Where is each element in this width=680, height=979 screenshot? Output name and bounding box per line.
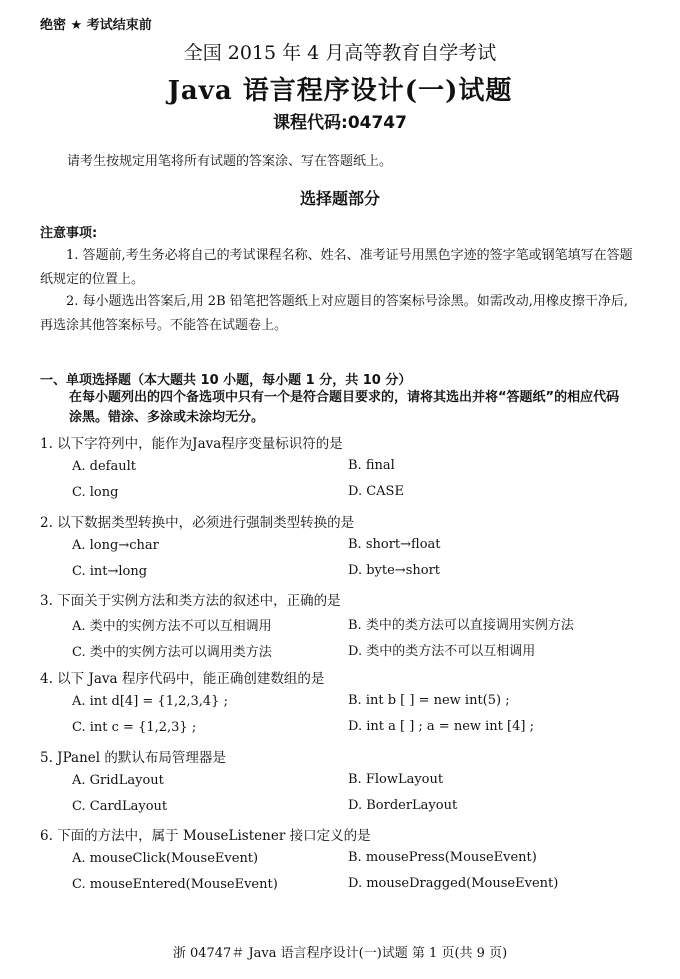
- question-4-option-c: C. int c = {1,2,3} ;: [72, 720, 197, 735]
- question-3-option-a: A. 类中的实例方法不可以互相调用: [72, 619, 272, 634]
- note-item-1: 1. 答题前,考生务必将自己的考试课程名称、姓名、准考证号用黑色字迹的签字笔或钢笔填写在答题纸规定的位置上。: [40, 248, 633, 287]
- page-footer: 浙 04747＃ Java 语言程序设计(一)试题 第 1 页(共 9 页): [172, 946, 508, 961]
- question-6-option-d: D. mouseDragged(MouseEvent): [348, 876, 559, 891]
- question-6-option-a: A. mouseClick(MouseEvent): [72, 851, 259, 866]
- note-item-2: 2. 每小题选出答案后,用 2B 铅笔把答题纸上对应题目的答案标号涂黑。如需改动,用橡皮擦干净后,再选涂其他答案标号。不能答在试题卷上。: [40, 294, 629, 333]
- question-1-option-d: D. CASE: [348, 484, 404, 499]
- question-6-stem: 6. 下面的方法中，属于 MouseListener 接口定义的是: [40, 828, 371, 844]
- question-6-option-c: C. mouseEntered(MouseEvent): [72, 877, 278, 892]
- question-5-stem: 5. JPanel 的默认布局管理器是: [40, 750, 226, 766]
- exam-session-line: 全国 2015 年 4 月高等教育自学考试: [183, 42, 497, 64]
- question-5-option-a: A. GridLayout: [72, 773, 164, 788]
- section-title: 选择题部分: [299, 189, 380, 208]
- question-5-option-b: B. FlowLayout: [348, 772, 444, 787]
- question-2-option-b: B. short→float: [348, 537, 441, 552]
- question-1-option-b: B. final: [348, 458, 395, 473]
- question-3-option-d: D. 类中的类方法不可以互相调用: [348, 644, 536, 659]
- question-3-option-c: C. 类中的实例方法可以调用类方法: [72, 645, 272, 660]
- exam-title: Java 语言程序设计(一)试题: [167, 76, 513, 106]
- answer-instruction: 请考生按规定用笔将所有试题的答案涂、写在答题纸上。: [67, 154, 393, 169]
- question-3-stem: 3. 下面关于实例方法和类方法的叙述中，正确的是: [40, 593, 341, 609]
- question-3-option-b: B. 类中的类方法可以直接调用实例方法: [348, 618, 574, 633]
- question-2-option-a: A. long→char: [72, 538, 159, 553]
- question-1-option-a: A. default: [72, 459, 136, 474]
- confidential-label: 绝密 ★ 考试结束前: [40, 18, 152, 33]
- part1-description: 在每小题列出的四个备选项中只有一个是符合题目要求的，请将其选出并将“答题纸”的相应代码涂黑。错涂、多涂或未涂均无分。: [69, 390, 620, 425]
- question-4-stem: 4. 以下 Java 程序代码中，能正确创建数组的是: [40, 671, 325, 687]
- course-code: 课程代码:04747: [273, 113, 407, 133]
- question-4-option-b: B. int b [ ] = new int(5) ;: [348, 693, 510, 708]
- question-2-stem: 2. 以下数据类型转换中，必须进行强制类型转换的是: [40, 515, 355, 531]
- question-1-option-c: C. long: [72, 485, 119, 500]
- question-4-option-a: A. int d[4] = {1,2,3,4} ;: [72, 694, 228, 709]
- question-1-stem: 1. 以下字符列中，能作为Java程序变量标识符的是: [40, 436, 343, 452]
- question-5-option-d: D. BorderLayout: [348, 798, 458, 813]
- part1-heading: 一、单项选择题（本大题共 10 小题，每小题 1 分，共 10 分）: [40, 373, 412, 388]
- question-6-option-b: B. mousePress(MouseEvent): [348, 850, 537, 865]
- notes-heading: 注意事项:: [40, 226, 98, 241]
- question-4-option-d: D. int a [ ] ; a = new int [4] ;: [348, 719, 534, 734]
- question-2-option-c: C. int→long: [72, 564, 148, 579]
- question-5-option-c: C. CardLayout: [72, 799, 168, 814]
- question-2-option-d: D. byte→short: [348, 563, 441, 578]
